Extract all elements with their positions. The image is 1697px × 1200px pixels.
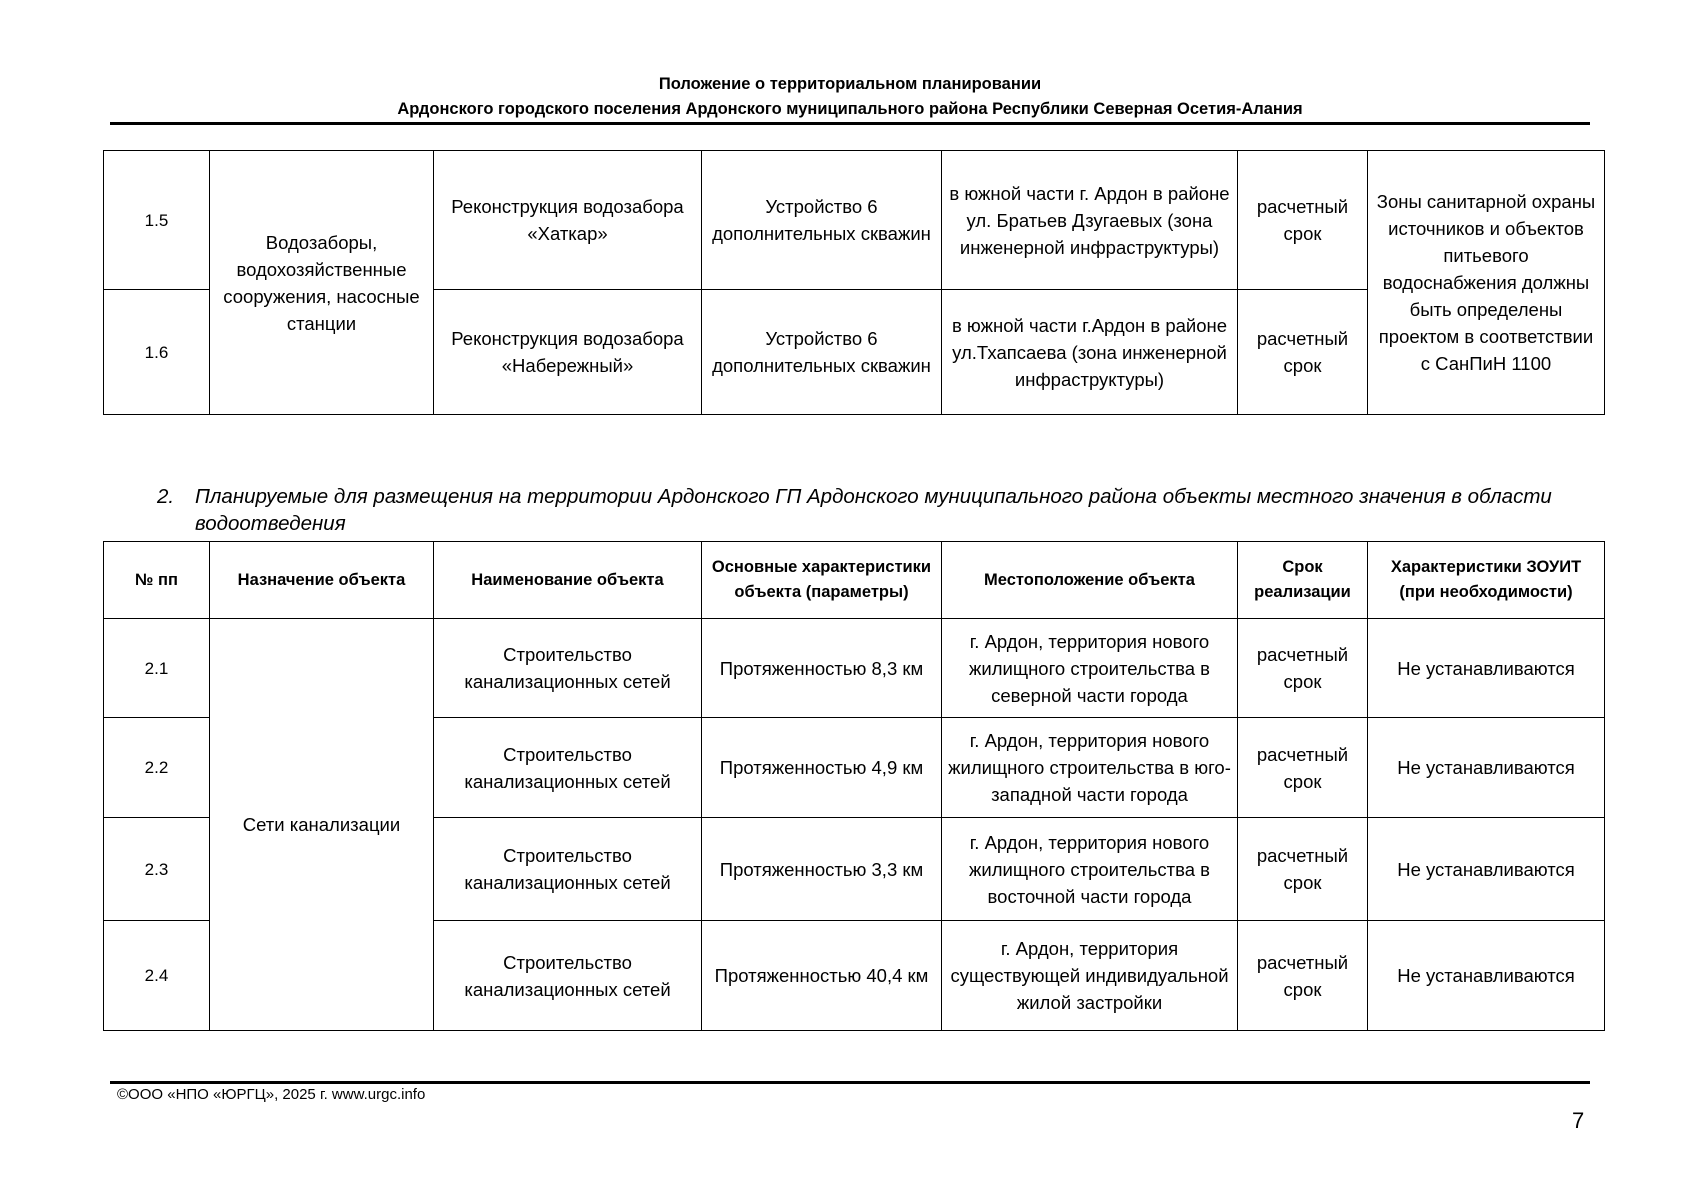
object-name: Реконструкция водозабора «Набережный»	[434, 290, 702, 415]
implementation-term: расчетный срок	[1238, 151, 1368, 290]
implementation-term: расчетный срок	[1238, 921, 1368, 1031]
footer-copyright: ©ООО «НПО «ЮРГЦ», 2025 г. www.urgc.info	[117, 1086, 426, 1103]
implementation-term: расчетный срок	[1238, 718, 1368, 818]
section-heading	[157, 483, 1587, 537]
object-purpose: Водозаборы, водохозяйственные сооружения, насосные станции	[210, 151, 434, 415]
object-name: Строительство канализационных сетей	[434, 718, 702, 818]
footer-divider	[110, 1081, 1590, 1084]
header-divider	[110, 122, 1590, 125]
implementation-term: расчетный срок	[1238, 290, 1368, 415]
header-num: № пп	[104, 542, 210, 619]
header-params: Основные характеристики объекта (параметры)	[702, 542, 942, 619]
header-purpose: Назначение объекта	[210, 542, 434, 619]
object-params: Устройство 6 дополнительных скважин	[702, 151, 942, 290]
zouit-characteristics: Не устанавливаются	[1368, 818, 1605, 921]
row-number: 2.4	[104, 921, 210, 1031]
object-location: в южной части г.Ардон в районе ул.Тхапсаева (зона инженерной инфраструктуры)	[942, 290, 1238, 415]
object-location: г. Ардон, территория нового жилищного строительства в северной части города	[942, 619, 1238, 718]
table-header-row	[104, 542, 1605, 619]
page-number: 7	[1572, 1108, 1585, 1133]
header-location: Местоположение объекта	[942, 542, 1238, 619]
object-location: г. Ардон, территория существующей индивидуальной жилой застройки	[942, 921, 1238, 1031]
row-number: 2.3	[104, 818, 210, 921]
object-name: Реконструкция водозабора «Хаткар»	[434, 151, 702, 290]
object-name: Строительство канализационных сетей	[434, 818, 702, 921]
object-location: г. Ардон, территория нового жилищного строительства в восточной части города	[942, 818, 1238, 921]
section-number: 2.	[157, 485, 175, 508]
header-name: Наименование объекта	[434, 542, 702, 619]
object-params: Протяженностью 40,4 км	[702, 921, 942, 1031]
row-number: 2.1	[104, 619, 210, 718]
object-params: Устройство 6 дополнительных скважин	[702, 290, 942, 415]
header-title: Положение о территориальном планировании	[658, 75, 1042, 93]
implementation-term: расчетный срок	[1238, 619, 1368, 718]
header-zouit: Характеристики ЗОУИТ (при необходимости)	[1368, 542, 1605, 619]
object-name: Строительство канализационных сетей	[434, 619, 702, 718]
zouit-characteristics: Не устанавливаются	[1368, 619, 1605, 718]
zouit-characteristics: Не устанавливаются	[1368, 718, 1605, 818]
header-subtitle: Ардонского городского поселения Ардонского муниципального района Республики Северная Осетия-Алания	[397, 100, 1303, 118]
object-params: Протяженностью 3,3 км	[702, 818, 942, 921]
header-term: Срок реализации	[1238, 542, 1368, 619]
object-location: в южной части г. Ардон в районе ул. Братьев Дзугаевых (зона инженерной инфраструктуры)	[942, 151, 1238, 290]
object-params: Протяженностью 4,9 км	[702, 718, 942, 818]
object-params: Протяженностью 8,3 км	[702, 619, 942, 718]
page-header	[110, 72, 1590, 122]
object-name: Строительство канализационных сетей	[434, 921, 702, 1031]
section-title: Планируемые для размещения на территории Ардонского ГП Ардонского муниципального района объекты местного значения в области водоотведения	[195, 485, 1552, 535]
row-number: 2.2	[104, 718, 210, 818]
table-row	[104, 619, 1605, 718]
row-number: 1.6	[104, 290, 210, 415]
zouit-characteristics: Не устанавливаются	[1368, 921, 1605, 1031]
zouit-characteristics: Зоны санитарной охраны источников и объектов питьевого водоснабжения должны быть определены проектом в соответствии с СанПиН 1100	[1368, 151, 1605, 415]
object-purpose: Сети канализации	[210, 619, 434, 1031]
water-supply-table	[103, 150, 1605, 415]
object-location: г. Ардон, территория нового жилищного строительства в юго-западной части города	[942, 718, 1238, 818]
wastewater-table	[103, 541, 1605, 1031]
row-number: 1.5	[104, 151, 210, 290]
table-row	[104, 151, 1605, 290]
implementation-term: расчетный срок	[1238, 818, 1368, 921]
